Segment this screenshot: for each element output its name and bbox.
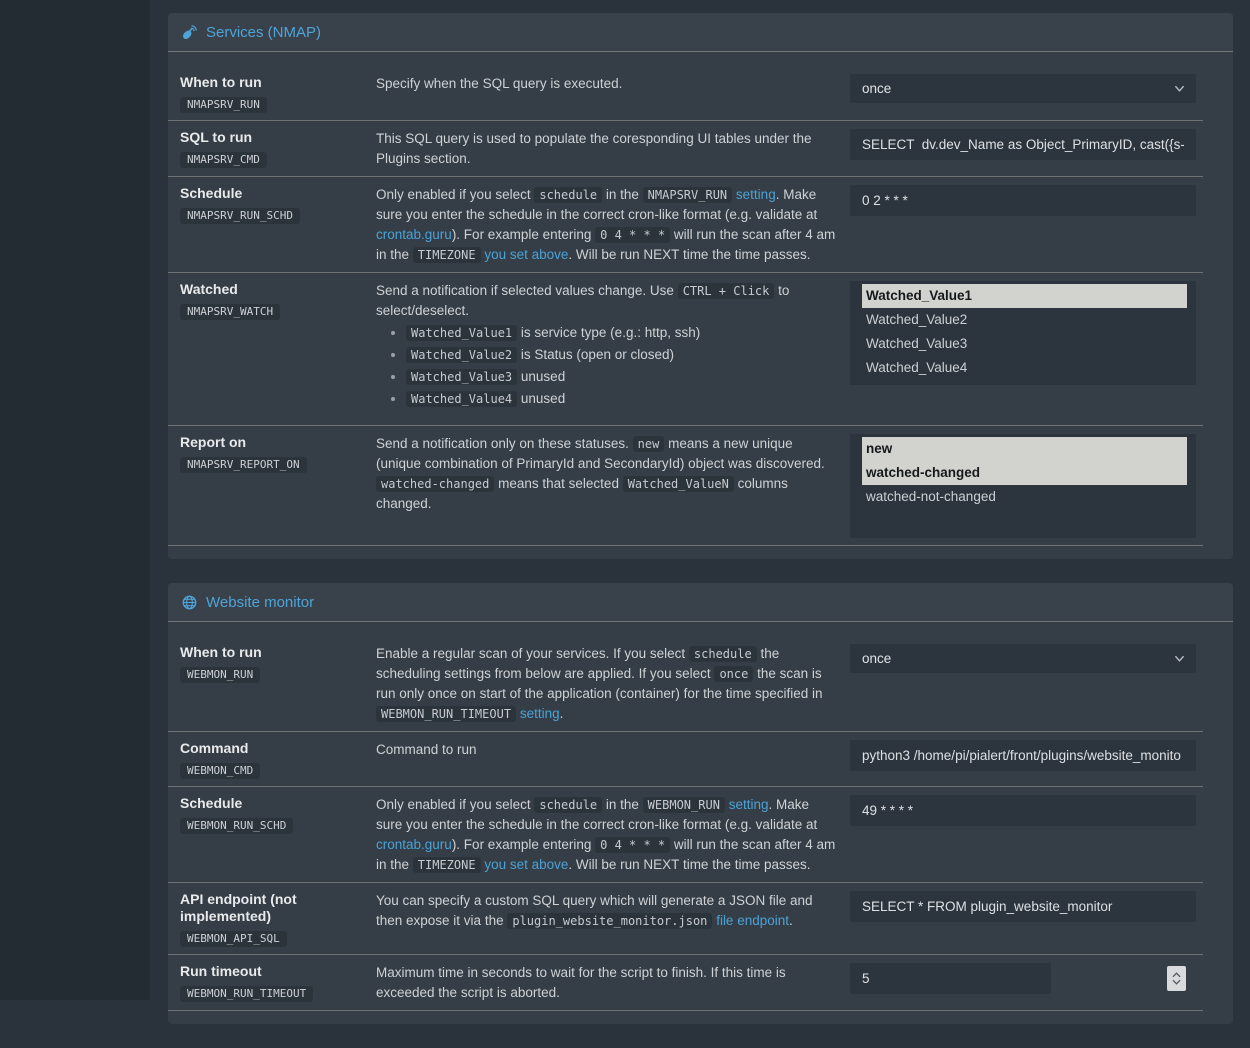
setting-name-cell [180, 281, 376, 320]
setting-description [376, 963, 850, 1003]
globe-icon [182, 595, 197, 610]
description-text: the scheduling settings from below are applied. If you select [376, 646, 780, 681]
inline-code-chip: Watched_ValueN [623, 476, 734, 492]
option-Watched_Value1[interactable]: Watched_Value1 [862, 284, 1187, 308]
bullet-item [406, 366, 836, 388]
setting-control-cell [850, 740, 1196, 771]
description-text: unused [517, 369, 566, 384]
setting-name-cell [180, 185, 376, 224]
setting-key-badge: WEBMON_CMD [180, 763, 260, 779]
setting-row-NMAPSRV_CMD [168, 121, 1233, 177]
setting-row-WEBMON_RUN [168, 636, 1233, 732]
section-services-nmap [168, 13, 1233, 559]
inline-link[interactable]: crontab.guru [376, 837, 452, 852]
inline-code-chip: Watched_Value1 [406, 325, 517, 341]
setting-description [376, 129, 850, 169]
setting-key-badge: WEBMON_RUN_TIMEOUT [180, 986, 313, 1002]
setting-description [376, 740, 850, 760]
inline-code-chip: plugin_website_monitor.json [507, 913, 712, 929]
description-text: . Will be run NEXT time the time passes. [568, 857, 811, 872]
webmon-run-timeout-input[interactable] [850, 963, 1051, 994]
setting-name-cell [180, 740, 376, 779]
setting-name-cell [180, 74, 376, 113]
inline-code-chip: schedule [689, 646, 757, 662]
bullet-item [406, 344, 836, 366]
description-text: Enable a regular scan of your services. If you select [376, 646, 689, 661]
description-text: columns changed. [376, 476, 788, 511]
inline-code-chip: CTRL + Click [678, 283, 775, 299]
inline-link[interactable]: you set above [484, 247, 569, 262]
setting-label: Watched [180, 281, 238, 297]
description-text: You can specify a custom SQL query which will generate a JSON file and then expose it via the [376, 893, 813, 928]
setting-control-cell [850, 795, 1196, 826]
setting-description [376, 74, 850, 94]
option-new[interactable]: new [862, 437, 1187, 461]
setting-description [376, 434, 850, 514]
description-text: . [559, 706, 564, 721]
section-website-monitor [168, 583, 1233, 1024]
bullet-item [406, 388, 836, 410]
setting-row-NMAPSRV_REPORT_ON [168, 426, 1233, 546]
setting-control-cell [850, 644, 1196, 673]
section-header-services-nmap [168, 13, 1233, 52]
option-watched-not-changed[interactable]: watched-not-changed [866, 489, 996, 504]
setting-description [376, 185, 850, 265]
setting-label: Command [180, 740, 249, 756]
description-paragraph [376, 963, 836, 1003]
inline-code-chip: WEBMON_RUN_TIMEOUT [376, 706, 516, 722]
setting-name-cell [180, 891, 376, 947]
description-text: is service type (e.g.: http, ssh) [517, 325, 701, 340]
nmapsrv-report-on-listbox[interactable] [850, 434, 1196, 538]
description-text: Send a notification only on these statuses. [376, 436, 633, 451]
description-text: Maximum time in seconds to wait for the script to finish. If this time is exceeded the script is aborted. [376, 965, 786, 1000]
inline-code-chip: TIMEZONE [413, 247, 481, 263]
setting-control-cell [850, 281, 1196, 385]
description-text: Command to run [376, 742, 477, 757]
description-text: the scan is run only once on start of the application (container) for the time specified in [376, 666, 823, 701]
setting-label: Schedule [180, 795, 243, 811]
setting-key-badge: NMAPSRV_REPORT_ON [180, 457, 307, 473]
bullet-item [406, 322, 836, 344]
description-text: . [789, 913, 793, 928]
select-value: once [862, 81, 892, 96]
inline-link[interactable]: setting [728, 797, 769, 812]
inline-code-chip: 0 4 * * * [595, 227, 670, 243]
description-text: . Make sure you enter the schedule in the correct cron-like format (e.g. validate at [376, 187, 818, 222]
setting-label: Schedule [180, 185, 243, 201]
setting-name-cell [180, 129, 376, 168]
setting-row-WEBMON_RUN_SCHD [168, 787, 1233, 883]
description-text: in the [602, 797, 643, 812]
inline-link[interactable]: setting [735, 187, 776, 202]
setting-control-cell [850, 434, 1196, 538]
nmapsrv-watch-listbox[interactable] [850, 281, 1196, 385]
description-text: ). For example entering [451, 837, 596, 852]
inline-code-chip: Watched_Value4 [406, 391, 517, 407]
setting-control-cell [850, 129, 1196, 160]
setting-label: Report on [180, 434, 247, 450]
setting-name-cell [180, 963, 376, 1002]
setting-key-badge: WEBMON_RUN [180, 667, 260, 683]
setting-label: SQL to run [180, 129, 253, 145]
setting-label: When to run [180, 74, 262, 90]
setting-control-cell [850, 185, 1196, 216]
chevron-down-icon [1173, 82, 1186, 95]
description-text: in the [602, 187, 643, 202]
nmapsrv-run-schd-input[interactable] [850, 185, 1196, 216]
description-paragraph [376, 740, 836, 760]
description-text: This SQL query is used to populate the coresponding UI tables under the Plugins section. [376, 131, 812, 166]
inline-code-chip: schedule [534, 187, 602, 203]
description-text: ). For example entering [451, 227, 596, 242]
setting-description [376, 281, 850, 418]
setting-row-WEBMON_API_SQL [168, 883, 1233, 955]
option-Watched_Value2[interactable]: Watched_Value2 [866, 312, 968, 327]
setting-row-NMAPSRV_WATCH [168, 273, 1233, 426]
setting-name-cell [180, 795, 376, 834]
description-text: Specify when the SQL query is executed. [376, 76, 623, 91]
setting-row-WEBMON_RUN_TIMEOUT [168, 955, 1233, 1011]
webmon-run-timeout-number-field [850, 963, 1196, 994]
description-text: means a new unique (unique combination of PrimaryId and SecondaryId) object was discovered. [376, 436, 825, 471]
description-text: . Make sure you enter the schedule in the correct cron-like format (e.g. validate at [376, 797, 818, 832]
webmon-cmd-input[interactable] [850, 740, 1196, 771]
inline-code-chip: 0 4 * * * [595, 837, 670, 853]
description-paragraph [376, 281, 836, 321]
description-text: unused [517, 391, 566, 406]
description-text: is Status (open or closed) [517, 347, 674, 362]
setting-label: API endpoint (not implemented) [180, 891, 297, 924]
setting-key-badge: WEBMON_API_SQL [180, 931, 287, 947]
section-header-website-monitor [168, 583, 1233, 622]
inline-code-chip: Watched_Value3 [406, 369, 517, 385]
option-watched-changed[interactable]: watched-changed [862, 461, 1187, 485]
description-paragraph [376, 129, 836, 169]
nmapsrv-cmd-input[interactable] [850, 129, 1196, 160]
description-paragraph [376, 795, 836, 875]
inline-code-chip: WEBMON_RUN [643, 797, 725, 813]
webmon-run-schd-input[interactable] [850, 795, 1196, 826]
setting-label: Run timeout [180, 963, 262, 979]
setting-row-NMAPSRV_RUN [168, 66, 1233, 121]
setting-name-cell [180, 434, 376, 473]
description-text: will run the scan after 4 am in the [376, 837, 836, 872]
inline-link[interactable]: you set above [484, 857, 569, 872]
satellite-dish-icon [182, 25, 197, 40]
setting-key-badge: NMAPSRV_WATCH [180, 304, 280, 320]
description-paragraph [376, 434, 836, 514]
setting-control-cell [850, 891, 1196, 922]
settings-page [168, 13, 1233, 1048]
setting-key-badge: NMAPSRV_RUN [180, 97, 267, 113]
setting-label: When to run [180, 644, 262, 660]
description-bullets [376, 322, 836, 410]
setting-description [376, 891, 850, 931]
option-Watched_Value4[interactable]: Watched_Value4 [866, 360, 968, 375]
description-text: Only enabled if you select [376, 797, 535, 812]
inline-code-chip: once [714, 666, 753, 682]
description-text: to select/deselect. [376, 283, 790, 318]
inline-code-chip: schedule [534, 797, 602, 813]
inline-code-chip: new [633, 436, 665, 452]
description-text: . Will be run NEXT time the time passes. [568, 247, 811, 262]
setting-control-cell [850, 963, 1196, 994]
setting-description [376, 644, 850, 724]
chevron-down-icon [1173, 652, 1186, 665]
webmon-run-select[interactable] [850, 644, 1196, 673]
section-body-website-monitor [168, 622, 1233, 1024]
setting-key-badge: WEBMON_RUN_SCHD [180, 818, 293, 834]
inline-link[interactable]: setting [519, 706, 560, 721]
section-body-services-nmap [168, 52, 1233, 559]
inline-code-chip: Watched_Value2 [406, 347, 517, 363]
setting-key-badge: NMAPSRV_CMD [180, 152, 267, 168]
description-paragraph [376, 891, 836, 931]
description-paragraph [376, 74, 836, 94]
number-spinner[interactable] [1167, 966, 1186, 991]
inline-code-chip: TIMEZONE [413, 857, 481, 873]
nmapsrv-run-select[interactable] [850, 74, 1196, 103]
setting-description [376, 795, 850, 875]
inline-link[interactable]: crontab.guru [376, 227, 452, 242]
sidebar [0, 0, 150, 1000]
inline-link[interactable]: file endpoint [716, 913, 789, 928]
description-paragraph [376, 185, 836, 265]
description-text: means that selected [494, 476, 623, 491]
setting-row-NMAPSRV_RUN_SCHD [168, 177, 1233, 273]
select-value: once [862, 651, 892, 666]
description-text: will run the scan after 4 am in the [376, 227, 836, 262]
setting-key-badge: NMAPSRV_RUN_SCHD [180, 208, 300, 224]
setting-control-cell [850, 74, 1196, 103]
description-paragraph [376, 644, 836, 724]
description-text: Send a notification if selected values change. Use [376, 283, 678, 298]
section-title: Services (NMAP) [206, 23, 322, 41]
setting-row-WEBMON_CMD [168, 732, 1233, 787]
inline-code-chip: NMAPSRV_RUN [643, 187, 732, 203]
section-title: Website monitor [206, 593, 315, 611]
inline-code-chip: watched-changed [376, 476, 494, 492]
setting-name-cell [180, 644, 376, 683]
option-Watched_Value3[interactable]: Watched_Value3 [866, 336, 968, 351]
webmon-api-sql-input[interactable] [850, 891, 1196, 922]
description-text: Only enabled if you select [376, 187, 535, 202]
